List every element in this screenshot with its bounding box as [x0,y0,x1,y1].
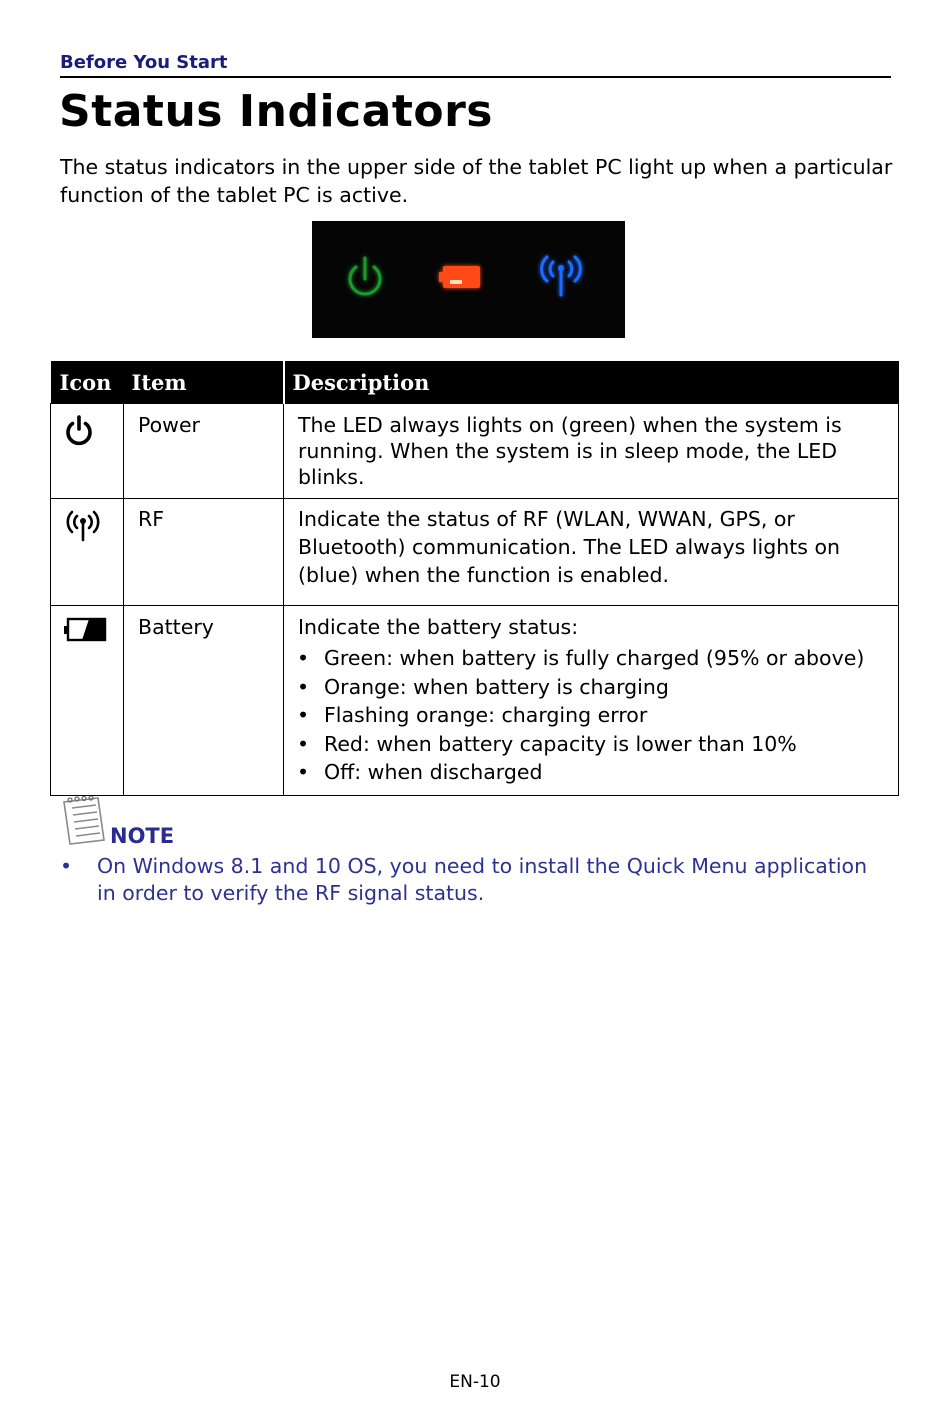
battery-status-list [298,644,884,787]
list-item: • Orange: when battery is charging [298,673,884,702]
header-icon: Icon [51,361,124,404]
icon-cell [51,499,124,606]
icon-cell [51,606,124,796]
note-item: • On Windows 8.1 and 10 OS, you need to install the Quick Menu application in order to verify the RF signal status. [60,853,890,907]
status-led-photo [312,221,625,338]
battery-icon [63,616,107,642]
item-cell: Power [124,404,284,499]
status-indicator-table [50,361,899,796]
list-item: • Off: when discharged [298,758,884,787]
table-row [51,499,899,606]
table-header-row [51,361,899,404]
notepad-icon [60,796,108,846]
note-label: NOTE [110,824,175,848]
led-power-icon [350,258,380,294]
battery-description: Indicate the battery status: [298,615,579,639]
header-description: Description [284,361,899,404]
list-item: • Red: when battery capacity is lower than 10% [298,730,884,759]
description-cell: Indicate the status of RF (WLAN, WWAN, GPS, or Bluetooth) communication. The LED always lights on (blue) when the function is enabled. [284,499,899,606]
table-row [51,404,899,499]
description-cell [284,606,899,796]
header-item: Item [124,361,284,404]
page-number: EN-10 [449,1372,501,1392]
intro-paragraph: The status indicators in the upper side of the tablet PC light up when a particular function of the tablet PC is active. [60,155,893,207]
power-icon [63,414,95,446]
list-item: • Green: when battery is fully charged (95% or above) [298,644,884,673]
page-title: Status Indicators [59,86,493,137]
description-cell: The LED always lights on (green) when the system is running. When the system is in sleep mode, the LED blinks. [284,404,899,499]
section-header: Before You Start [60,52,891,78]
led-battery-icon [439,266,480,288]
item-cell: Battery [124,606,284,796]
table-row [51,606,899,796]
rf-icon [63,509,103,543]
icon-cell [51,404,124,499]
list-item: • Flashing orange: charging error [298,701,884,730]
led-rf-icon [542,257,581,295]
item-cell: RF [124,499,284,606]
note-list [60,853,890,907]
